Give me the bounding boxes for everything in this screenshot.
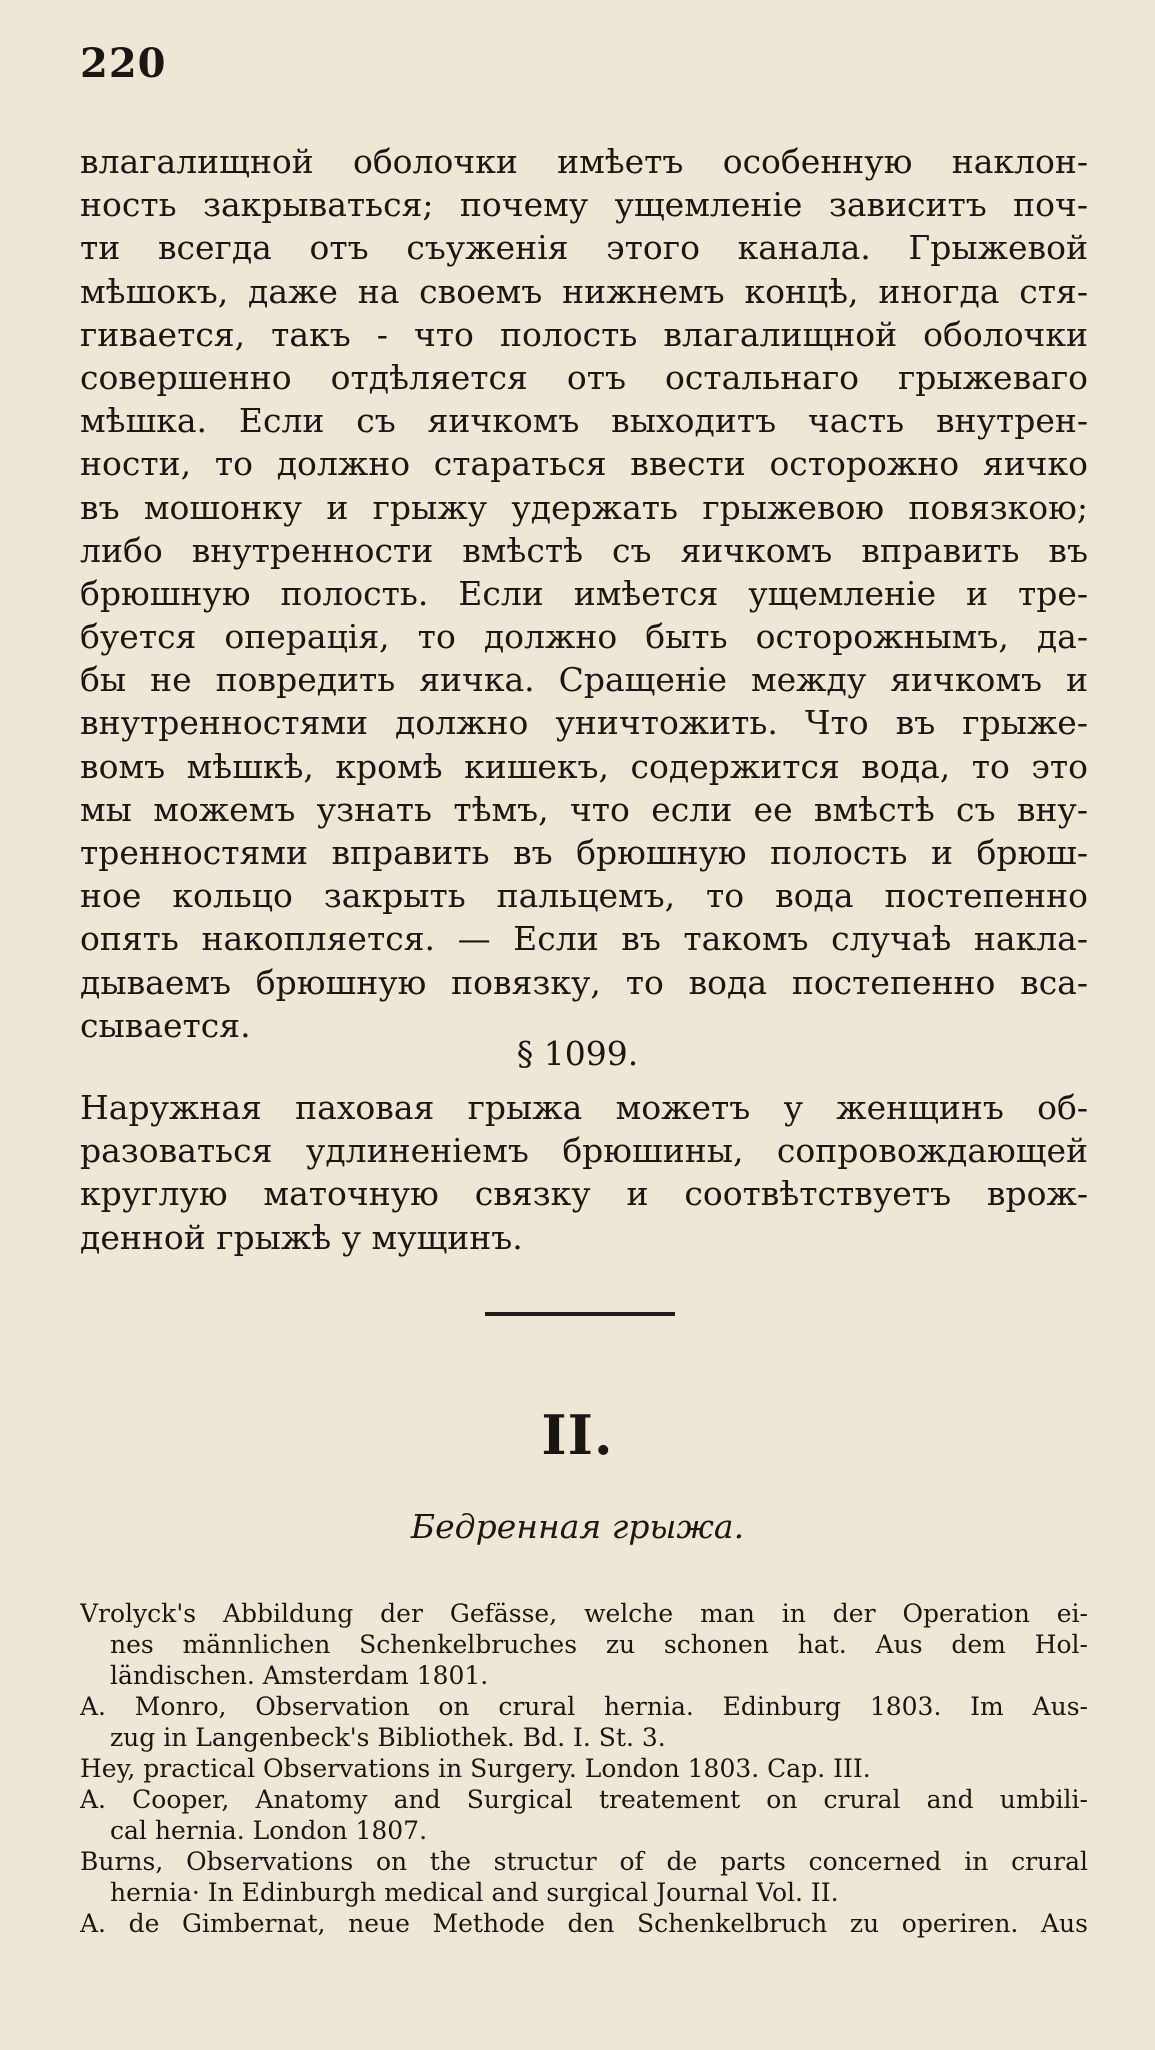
text-line: опять накопляется. — Если въ такомъ случаѣ накла- (80, 919, 1088, 959)
text-line: совершенно отдѣляется отъ остальнаго грыжеваго (80, 357, 1088, 397)
bibliography (80, 1598, 1088, 1939)
section-title: Бедренная грыжа. (410, 1507, 745, 1546)
text-line: мы можемъ узнать тѣмъ, что если ее вмѣстѣ съ вну- (80, 789, 1088, 829)
bibliography-line: A. Monro, Observation on crural hernia. Edinburg 1803. Im Aus- (80, 1692, 1088, 1721)
text-line: ность закрываться; почему ущемленіе зависитъ поч- (80, 185, 1088, 225)
paragraph-number: § 1099. (516, 1034, 639, 1073)
text-line: мѣшка. Если съ яичкомъ выходитъ часть внутрен- (80, 401, 1088, 441)
bibliography-line: Burns, Observations on the structur of de parts concerned in crural (80, 1847, 1088, 1876)
bibliography-entry (80, 1784, 1088, 1846)
text-line: внутренностями должно уничтожить. Что въ грыже- (80, 703, 1088, 743)
bibliography-line: Vrolyck's Abbildung der Gefässe, welche man in der Operation ei- (80, 1599, 1088, 1628)
text-line: ти всегда отъ съуженія этого канала. Грыжевой (80, 228, 1088, 268)
bibliography-line: A. Cooper, Anatomy and Surgical treatement on crural and umbili- (80, 1785, 1088, 1814)
text-line: сывается. (80, 1005, 251, 1045)
bibliography-line: hernia· In Edinburgh medical and surgical Journal Vol. II. (110, 1878, 839, 1907)
text-line: въ мошонку и грыжу удержать грыжевою повязкою; (80, 487, 1088, 527)
bibliography-line: Hey, practical Observations in Surgery. London 1803. Cap. III. (80, 1754, 871, 1783)
text-line: Наружная паховая грыжа можетъ у женщинъ об- (80, 1088, 1088, 1127)
main-text (80, 140, 1088, 1047)
text-line: мѣшокъ, даже на своемъ нижнемъ концѣ, иногда стя- (80, 271, 1088, 311)
bibliography-line: zug in Langenbeck's Bibliothek. Bd. I. St. 3. (110, 1723, 666, 1752)
bibliography-entry (80, 1908, 1088, 1939)
text-line: ности, то должно стараться ввести осторожно яичко (80, 444, 1088, 484)
bibliography-entry (80, 1846, 1088, 1908)
text-line: либо внутренности вмѣстѣ съ яичкомъ вправить въ (80, 530, 1088, 570)
section-divider (485, 1312, 675, 1316)
bibliography-line: nes männlichen Schenkelbruches zu schonen hat. Aus dem Hol- (110, 1630, 1088, 1659)
bibliography-entry (80, 1598, 1088, 1691)
text-line: вомъ мѣшкѣ, кромѣ кишекъ, содержится вода, то это (80, 746, 1088, 786)
bibliography-line: A. de Gimbernat, neue Methode den Schenkelbruch zu operiren. Aus (80, 1909, 1088, 1938)
paragraph-text (80, 1086, 1088, 1259)
page-number: 220 (80, 40, 167, 87)
bibliography-entry (80, 1753, 1088, 1784)
bibliography-line: cal hernia. London 1807. (110, 1816, 428, 1845)
text-line: разоваться удлиненіемъ брюшины, сопровождающей (80, 1131, 1088, 1171)
text-line: влагалищной оболочки имѣетъ особенную наклон- (80, 142, 1088, 181)
text-line: брюшную полость. Если имѣется ущемленіе и тре- (80, 573, 1088, 613)
text-line: ное кольцо закрыть пальцемъ, то вода постепенно (80, 876, 1088, 916)
text-line: бы не повредить яичка. Сращеніе между яичкомъ и (80, 660, 1088, 700)
text-line: буется операція, то должно быть осторожнымъ, да- (80, 617, 1088, 657)
text-line: тренностями вправить въ брюшную полость и брюш- (80, 833, 1088, 872)
text-line: денной грыжѣ у мущинъ. (80, 1217, 523, 1257)
bibliography-entry (80, 1691, 1088, 1753)
bibliography-line: ländischen. Amsterdam 1801. (110, 1661, 489, 1690)
text-line: гивается, такъ - что полость влагалищной оболочки (80, 314, 1088, 354)
text-line: круглую маточную связку и соотвѣтствуетъ врож- (80, 1174, 1088, 1214)
section-numeral: II. (541, 1403, 614, 1467)
text-line: дываемъ брюшную повязку, то вода постепенно вса- (80, 962, 1088, 1002)
